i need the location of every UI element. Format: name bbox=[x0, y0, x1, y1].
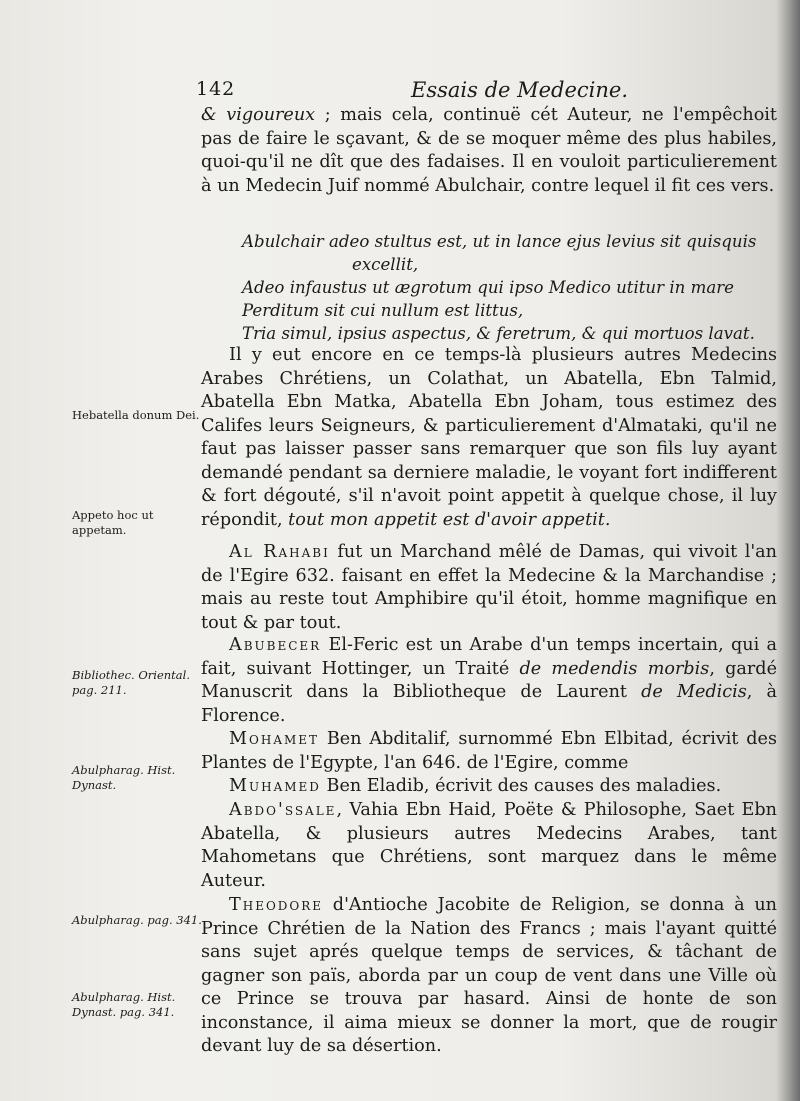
person-name: Abubecer bbox=[229, 635, 322, 655]
person-name: Al Rahabi bbox=[229, 542, 330, 562]
person-name: Muhamed bbox=[229, 776, 321, 796]
intro-text: ; mais cela, continuë cét Auteur, ne l'empêchoit pas de faire le sçavant, & de se moquer même des plus habiles, quoi-qu'il ne dît que des fadaises. Il en vouloit particulierement à un Medecin Juif nommé Abulchair, contre lequel il fit ces vers. bbox=[201, 105, 777, 196]
paragraph-text: Il y eut encore en ce temps-là plusieurs autres Medecins Arabes Chrétiens, un Colathat, un Abatella, Ebn Talmid, Abatella Ebn Matka, Abatella Ebn Joham, tous estimez des Califes leurs Seigneurs, & particulierement d'Almataki, qu'il ne faut pas laisser passer sans remarquer que son fils luy ayant demandé pendant sa derniere maladie, le voyant fort indifferent & fort dégouté, s'il n'avoit point appetit à quelque chose, il luy répondit, bbox=[201, 345, 777, 530]
margin-note-abulpharag: Abulpharag. pag. 341. bbox=[72, 913, 202, 927]
margin-note-abulpharag: Abulpharag. Hist. Dynast. pag. 341. bbox=[72, 990, 176, 1019]
paragraph-text: d'Antioche Jacobite de Religion, se donna à un Prince Chrétien de la Nation des Francs ; mais l'ayant quitté sans sujet aprés quelque temps de services, & tâchant de gagner son païs, aborda par un coup de vent dans une Ville où ce Prince se trouva par hasard. Ainsi de honte de son inconstance, il aima mieux se donner la mort, que de rougir devant luy de sa désertion. bbox=[201, 895, 777, 1056]
work-title: de medendis morbis bbox=[519, 658, 710, 679]
person-name: Mohamet bbox=[229, 729, 320, 749]
paragraph-text: , à Florence. bbox=[201, 682, 778, 726]
page-number: 142 bbox=[196, 78, 236, 100]
paragraph-abubecer bbox=[201, 634, 777, 728]
family-name: de Medicis bbox=[641, 682, 747, 702]
verse-line: Perditum sit cui nullum est littus, bbox=[242, 301, 524, 320]
paragraph-mohamet bbox=[201, 728, 777, 775]
intro-paragraph bbox=[201, 104, 777, 198]
person-name: Theodore bbox=[229, 895, 324, 915]
paragraph-quote: tout mon appetit est d'avoir appetit. bbox=[288, 509, 611, 530]
paragraph-text: Ben Abditalif, surnommé Ebn Elbitad, écrivit des Plantes de l'Egypte, l'an 646. de l'Egire, comme bbox=[201, 729, 777, 773]
intro-italic: & vigoureux bbox=[201, 105, 316, 125]
paragraph-text: El-Feric est un Arabe d'un temps incertain, qui a fait, suivant Hottinger, un Traité bbox=[201, 635, 777, 679]
latin-verse bbox=[242, 230, 777, 345]
paragraph-muhamed bbox=[201, 775, 777, 799]
paragraph-text: fut un Marchand mêlé de Damas, qui vivoit l'an de l'Egire 632. faisant en effet la Medecine & la Marchandise ; mais au reste tout Amphibire qu'il étoit, homme magnifique en tout & par tout. bbox=[201, 542, 777, 633]
paragraph-abdossale bbox=[201, 799, 777, 893]
paragraph-text: , gardé Manuscrit dans la Bibliotheque de Laurent bbox=[201, 658, 777, 702]
margin-note-hebatella: Hebatella donum Dei. bbox=[72, 408, 200, 422]
margin-note-appeto: Appeto hoc ut appetam. bbox=[72, 508, 154, 537]
person-name: Abdo'ssale bbox=[229, 800, 337, 820]
verse-line: Tria simul, ipsius aspectus, & feretrum, & qui mortuos lavat. bbox=[242, 324, 755, 343]
paragraph-rahabi bbox=[201, 541, 777, 635]
margin-note-abulpharag: Abulpharag. Hist. Dynast. bbox=[72, 763, 176, 792]
verse-line: Abulchair adeo stultus est, ut in lance ejus levius sit quisquis bbox=[242, 232, 757, 251]
verse-line: Adeo infaustus ut ægrotum qui ipso Medico utitur in mare bbox=[242, 278, 734, 297]
paragraph-theodore bbox=[201, 894, 777, 1059]
paragraph-text: Ben Eladib, écrivit des causes des maladies. bbox=[320, 776, 722, 796]
margin-note-bibliotheca: Bibliothec. Oriental. pag. 211. bbox=[72, 668, 190, 697]
running-title: Essais de Medecine. bbox=[411, 78, 629, 102]
paragraph-text: , Vahia Ebn Haid, Poëte & Philosophe, Saet Ebn Abatella, & plusieurs autres Medecins Arabes, tant Mahometans que Chrétiens, sont marquez dans le même Auteur. bbox=[201, 800, 777, 891]
verse-line: excellit, bbox=[352, 255, 419, 274]
page-header bbox=[196, 78, 766, 102]
paragraph-medecins bbox=[201, 344, 777, 532]
